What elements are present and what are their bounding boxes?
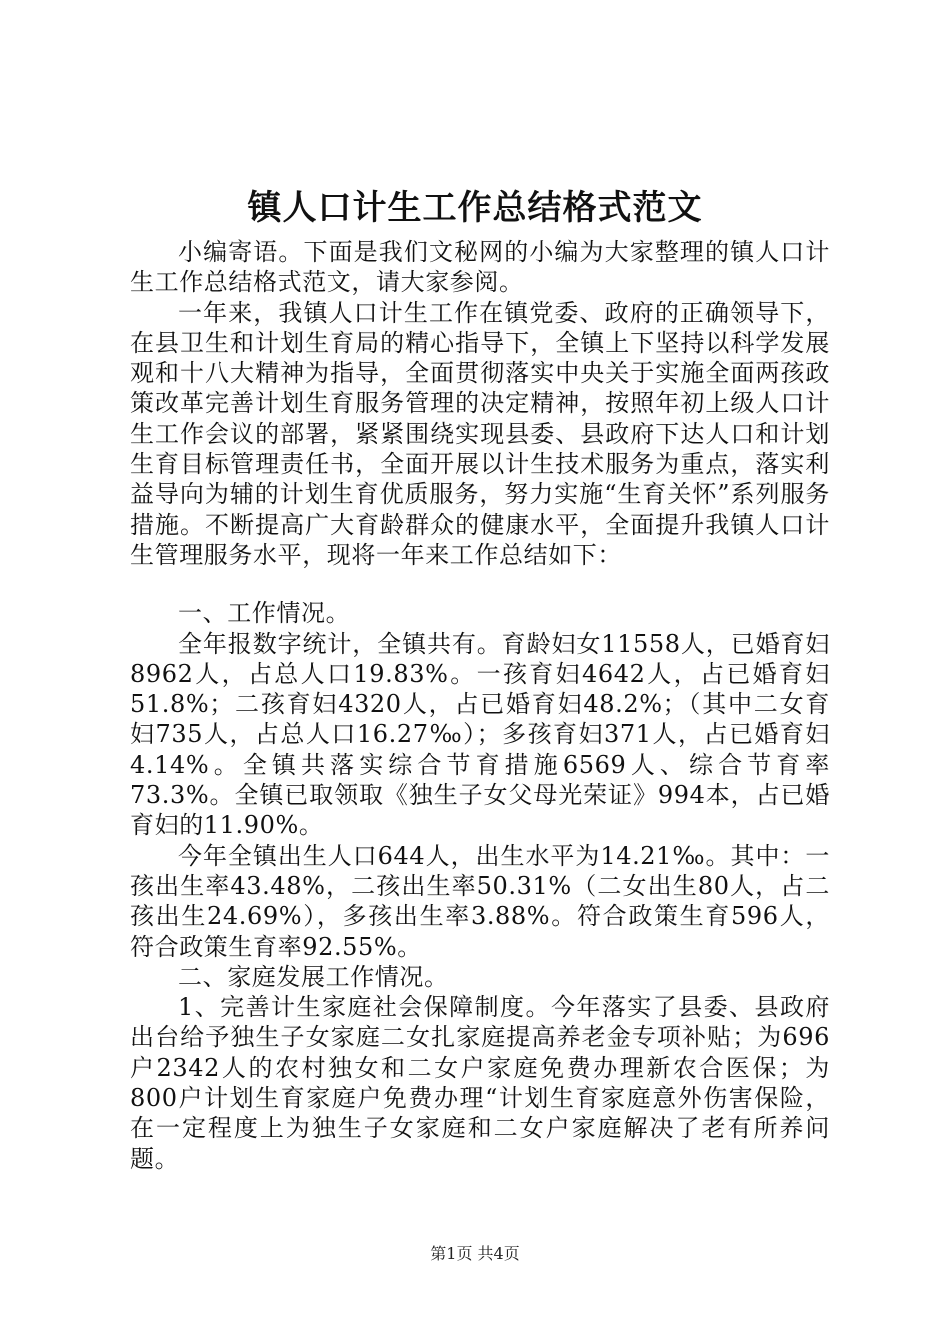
document-title: 镇人口计生工作总结格式范文 xyxy=(247,188,703,228)
section-heading-work-status: 一、工作情况。 xyxy=(178,599,351,628)
paragraph-statistics: 全年报数字统计，全镇共有。育龄妇女11558人，已婚育妇8962人，占总人口19.83%。一孩育妇4642人，占已婚育妇51.8%；二孩育妇4320人，占已婚育妇48.2%；（其中二女育妇735人，占总人口16.27‰）；多孩育妇371人，占已婚育妇4.14%。全镇共落实综合节育措施6569人、综合节育率73.3%。全镇已取领取《独生子女父母光荣证》994本，占已婚育妇的11.90%。 xyxy=(130,629,830,840)
paragraph-birth-rate: 今年全镇出生人口644人，出生水平为14.21‰。其中：一孩出生率43.48%，二孩出生率50.31%（二女出生80人，占二孩出生24.69%），多孩出生率3.88%。符合政策生育596人，符合政策生育率92.55%。 xyxy=(130,841,830,961)
page-footer: 第1页 共4页 xyxy=(430,1244,520,1263)
paragraph-social-security: 1、完善计生家庭社会保障制度。今年落实了县委、县政府出台给予独生子女家庭二女扎家庭提高养老金专项补贴；为696户2342人的农村独女和二女户家庭免费办理新农合医保；为800户计划生育家庭户免费办理“计划生育家庭意外伤害保险，在一定程度上为独生子女家庭和二女户家庭解决了老有所养问题。 xyxy=(130,993,830,1173)
document-body xyxy=(130,237,830,1174)
paragraph-intro: 小编寄语。下面是我们文秘网的小编为大家整理的镇人口计生工作总结格式范文，请大家参阅。 xyxy=(130,238,830,297)
paragraph-summary: 一年来，我镇人口计生工作在镇党委、政府的正确领导下，在县卫生和计划生育局的精心指导下，全镇上下坚持以科学发展观和十八大精神为指导，全面贯彻落实中央关于实施全面两孩政策改革完善计划生育服务管理的决定精神，按照年初上级人口计生工作会议的部署，紧紧围绕实现县委、县政府下达人口和计划生育目标管理责任书，全面开展以计生技术服务为重点，落实利益导向为辅的计划生育优质服务，努力实施“生育关怀”系列服务措施。不断提高广大育龄群众的健康水平，全面提升我镇人口计生管理服务水平，现将一年来工作总结如下： xyxy=(130,298,830,569)
section-heading-family-development: 二、家庭发展工作情况。 xyxy=(178,962,449,991)
